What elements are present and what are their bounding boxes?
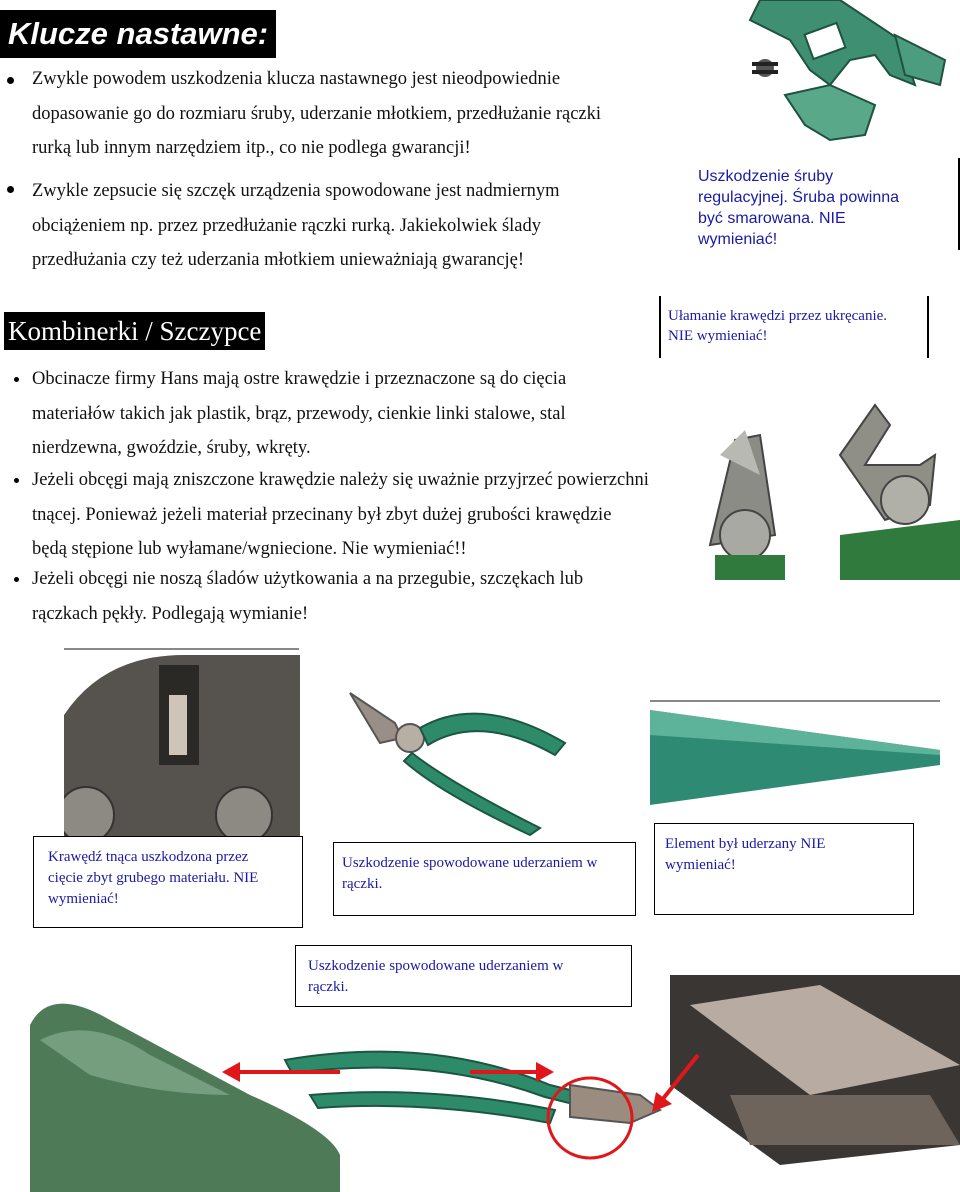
section-title-pliers: Kombinerki / Szczypce bbox=[4, 312, 265, 350]
bullet-text-5: Jeżeli obcęgi nie noszą śladów użytkowania a na przegubie, szczękach lub rączkach pękły. Podlegają wymianie! bbox=[32, 569, 584, 624]
bullet-text-4: Jeżeli obcęgi mają zniszczone krawędzie należy się uważnie przyjrzeć powierzchni tnącej. Ponieważ jeżeli materiał przecinany był zbyt dużej grubości krawędzie będą stępione lub wyłamane/wgniecione. Nie wymieniać!! bbox=[32, 470, 649, 559]
caption-jaw-broken: Ułamanie krawędzi przez ukręcanie. NIE wymieniać! bbox=[668, 308, 888, 344]
bullet-text-2: Zwykle zepsucie się szczęk urządzenia spowodowane jest nadmiernym obciążeniem np. przez przedłużanie rączki rurką. Jakiekolwiek ślady przedłużania czy też uderzania młotkiem unieważniają gwarancję! bbox=[32, 181, 560, 270]
caption-edge-damage: Krawędź tnąca uszkodzona przez cięcie zbyt grubego materiału. NIE wymieniać! bbox=[33, 836, 303, 928]
red-arrow-icon bbox=[652, 1055, 698, 1112]
section-title-adjustable-wrenches: Klucze nastawne: bbox=[0, 10, 276, 58]
caption-element-struck: Element był uderzany NIE wymieniać! bbox=[654, 823, 914, 915]
caption-handle-impact-2: Uszkodzenie spowodowane uderzaniem w rączki. bbox=[295, 945, 632, 1007]
caption-handle-impact-1: Uszkodzenie spowodowane uderzaniem w rączki. bbox=[333, 842, 636, 916]
bullet-text-1: Zwykle powodem uszkodzenia klucza nastawnego jest nieodpowiednie dopasowanie go do rozmiaru śruby, uderzanie młotkiem, przedłużanie rączki rurką lub innym narzędziem itp., co nie podlega gwarancji! bbox=[32, 69, 602, 158]
red-arrow-icon bbox=[222, 1062, 554, 1082]
red-circle-marker-icon bbox=[548, 1078, 632, 1158]
caption-wrench-screw: Uszkodzenie śruby regulacyjnej. Śruba powinna być smarowana. NIE wymieniać! bbox=[698, 168, 900, 248]
bullet-text-3: Obcinacze firmy Hans mają ostre krawędzie i przeznaczone są do cięcia materiałów takich jak plastik, brąz, przewody, cienkie linki stalowe, stal nierdzewna, gwoździe, śruby, wkręty. bbox=[32, 369, 567, 458]
